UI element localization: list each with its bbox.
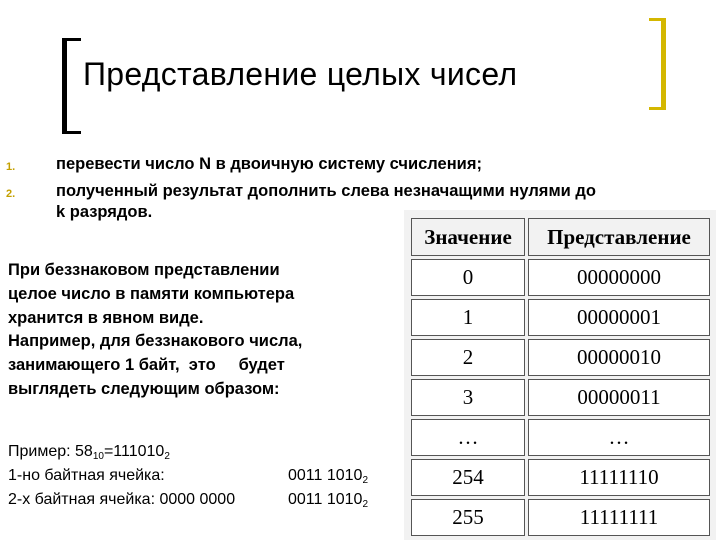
table-row	[411, 299, 710, 336]
table-row	[411, 419, 710, 456]
base-subscript: 2	[164, 451, 170, 462]
example-value-text: 0011 1010	[288, 467, 363, 484]
example-line	[8, 464, 408, 488]
example-prefix: Пример: 58	[8, 443, 93, 460]
example-label: 2-х байтная ячейка: 0000 0000	[8, 491, 236, 508]
table-cell-value: 255	[411, 499, 525, 536]
list-text: перевести число N в двоичную систему счисления;	[56, 155, 482, 173]
table-cell-representation: 11111110	[528, 459, 710, 496]
list-item	[6, 154, 718, 175]
description-paragraph	[8, 259, 398, 402]
base-subscript: 10	[92, 451, 104, 462]
column-header-representation: Представление	[528, 218, 710, 256]
list-text: полученный результат дополнить слева незначащими нулями до	[56, 182, 596, 200]
example-binary: =111010	[103, 443, 165, 460]
table-cell-value: 1	[411, 299, 525, 336]
table-cell-value: 2	[411, 339, 525, 376]
table-cell-representation: 00000000	[528, 259, 710, 296]
table-cell-representation: 00000001	[528, 299, 710, 336]
table-row	[411, 339, 710, 376]
example-line	[8, 488, 408, 512]
example-block	[8, 440, 408, 512]
slide-title: Представление целых чисел	[83, 56, 518, 92]
example-value-text: 0011 1010	[288, 491, 363, 508]
description-line: хранится в явном виде.	[8, 308, 204, 327]
table-cell-value: 3	[411, 379, 525, 416]
base-subscript: 2	[362, 475, 369, 486]
description-line: занимающего 1 байт, это будет	[8, 356, 285, 375]
table-cell-representation: 00000010	[528, 339, 710, 376]
description-line: целое число в памяти компьютера	[8, 284, 295, 303]
title-bracket-right	[649, 18, 666, 110]
table-row	[411, 499, 710, 536]
title-bracket-left	[62, 38, 81, 134]
representation-table	[408, 215, 713, 539]
list-number: 1.	[6, 161, 16, 173]
base-subscript: 2	[362, 499, 369, 510]
description-line: выглядеть следующим образом:	[8, 379, 280, 398]
table-header-row	[411, 218, 710, 256]
list-text-continued: k разрядов.	[56, 203, 153, 221]
representation-table-panel	[404, 210, 716, 540]
column-header-value: Значение	[411, 218, 525, 256]
table-cell-representation: 11111111	[528, 499, 710, 536]
table-row	[411, 259, 710, 296]
description-line: При беззнаковом представлении	[8, 261, 280, 279]
example-label: 1-но байтная ячейка:	[8, 467, 165, 484]
example-value	[288, 488, 368, 517]
table-row	[411, 379, 710, 416]
table-cell-value: …	[411, 419, 525, 456]
description-line: Например, для беззнакового числа,	[8, 332, 303, 351]
table-cell-value: 254	[411, 459, 525, 496]
list-number: 2.	[6, 188, 16, 200]
table-cell-value: 0	[411, 259, 525, 296]
table-cell-representation: 00000011	[528, 379, 710, 416]
table-row	[411, 459, 710, 496]
table-cell-representation: …	[528, 419, 710, 456]
example-line	[8, 440, 408, 464]
